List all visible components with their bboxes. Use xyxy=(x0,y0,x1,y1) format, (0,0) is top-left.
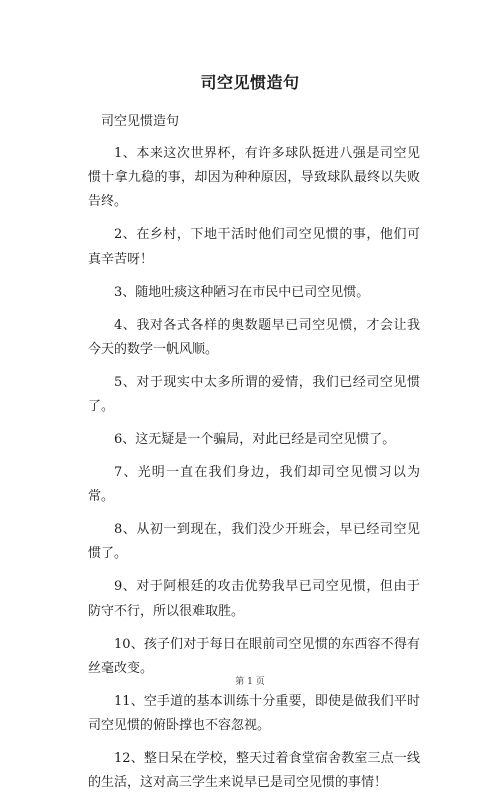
page-number: 第 1 页 xyxy=(235,677,265,687)
sentence-3: 3、随地吐痰这种陋习在市民中已司空见惯。 xyxy=(114,284,370,300)
sentence-4: 4、我对各式各样的奥数题早已司空见惯，才会让我今天的数学一帆风顺。 xyxy=(88,317,420,357)
sentence-7: 7、光明一直在我们身边，我们却司空见惯习以为常。 xyxy=(88,465,420,505)
sentence-9: 9、对于阿根廷的攻击优势我早已司空见惯，但由于防守不行，所以很难取胜。 xyxy=(88,579,420,619)
document-subtitle: 司空见惯造句 xyxy=(101,114,180,129)
sentence-5: 5、对于现实中太多所谓的爱情，我们已经司空见惯了。 xyxy=(88,374,420,415)
document-title: 司空见惯造句 xyxy=(200,73,300,92)
document-body xyxy=(88,110,420,804)
sentence-1: 1、本来这次世界杯，有许多球队挺进八强是司空见惯十拿九稳的事，却因为种种原因，导致球队最终以失败告终。 xyxy=(88,146,420,210)
sentence-11: 11、空手道的基本训练十分重要，即使是做我们平时司空见惯的俯卧撑也不容忽视。 xyxy=(88,693,420,734)
sentence-12: 12、整日呆在学校，整天过着食堂宿舍教室三点一线的生活，这对高三学生来说早已是司空见惯的事情！ xyxy=(88,751,420,791)
sentence-10: 10、孩子们对于每日在眼前司空见惯的东西容不得有丝毫改变。 xyxy=(88,636,420,676)
sentence-8: 8、从初一到现在，我们没少开班会，早已经司空见惯了。 xyxy=(88,522,420,562)
sentence-2: 2、在乡村，下地干活时他们司空见惯的事，他们可真辛苦呀！ xyxy=(88,227,420,267)
sentence-6: 6、这无疑是一个骗局，对此已经是司空见惯了。 xyxy=(114,432,396,448)
